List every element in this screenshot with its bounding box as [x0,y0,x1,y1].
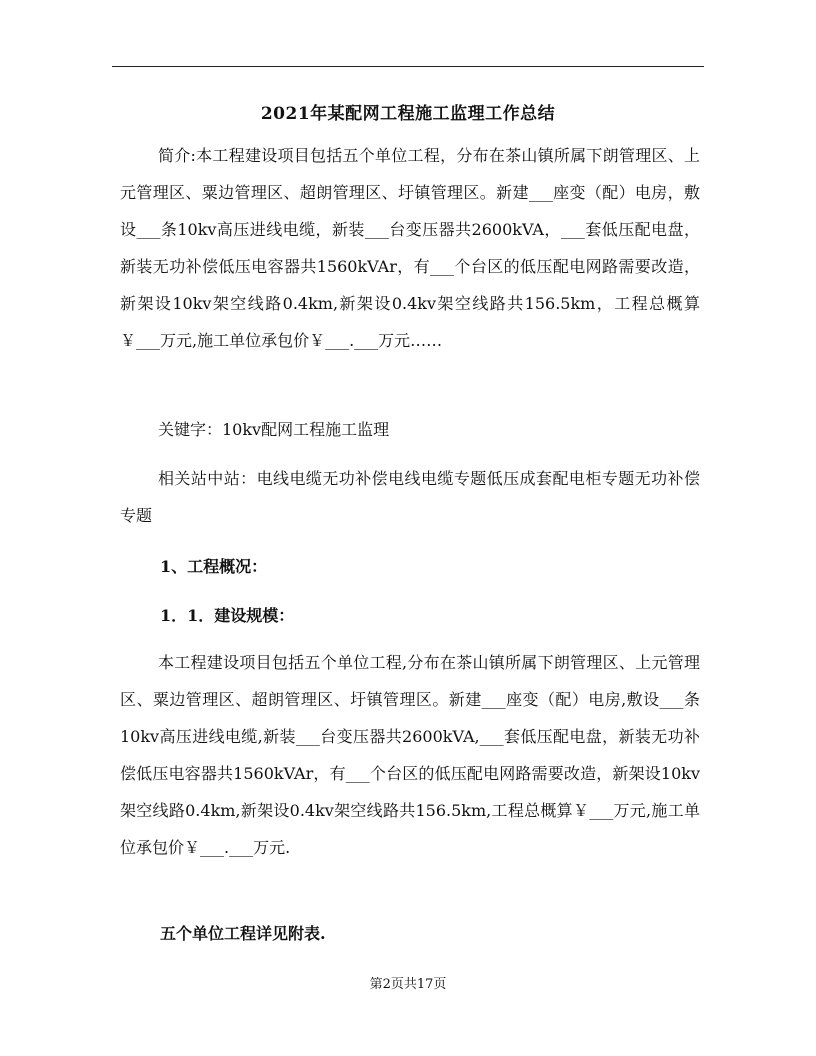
scale-paragraph: 本工程建设项目包括五个单位工程,分布在茶山镇所属下朗管理区、上元管理区、粟边管理区、超朗管理区、圩镇管理区。新建___座变（配）电房,敷设___条10kv高压进线电缆,新装___台变压器共2600kVA,___套低压配电盘，新装无功补偿低压电容器共1560kVAr，有___个台区的低压配电网路需要改造，新架设10kv架空线路0.4km,新架设0.4kv架空线路共156.5km,工程总概算￥___万元,施工单位承包价￥___.___万元. [120,653,700,857]
header-rule [112,66,704,67]
intro-paragraph: 简介:本工程建设项目包括五个单位工程，分布在茶山镇所属下朗管理区、上元管理区、粟边管理区、超朗管理区、圩镇管理区。新建___座变（配）电房，敷设___条10kv高压进线电缆，新装___台变压器共2600kVA，___套低压配电盘，新装无功补偿低压电容器共1560kVAr，有___个台区的低压配电网路需要改造，新架设10kv架空线路0.4km,新架设0.4kv架空线路共156.5km，工程总概算￥___万元,施工单位承包价￥___.___万元…… [120,146,700,350]
section-1-heading: 1、工程概况： [160,557,268,576]
section-1-1-heading: 1．1．建设规模： [160,606,295,625]
keywords-block [120,411,700,448]
related-block [120,460,700,534]
intro-block [120,137,700,359]
related-topics-paragraph: 相关站中站：电线电缆无功补偿电线电缆专题低压成套配电柜专题无功补偿专题 [120,469,700,525]
scale-block [120,644,700,866]
appendix-note: 五个单位工程详见附表. [160,924,326,943]
page-number-footer: 第2页共17页 [369,977,447,992]
keywords-line: 关键字：10kv配网工程施工监理 [158,420,390,439]
document-title: 2021年某配网工程施工监理工作总结 [260,104,556,124]
